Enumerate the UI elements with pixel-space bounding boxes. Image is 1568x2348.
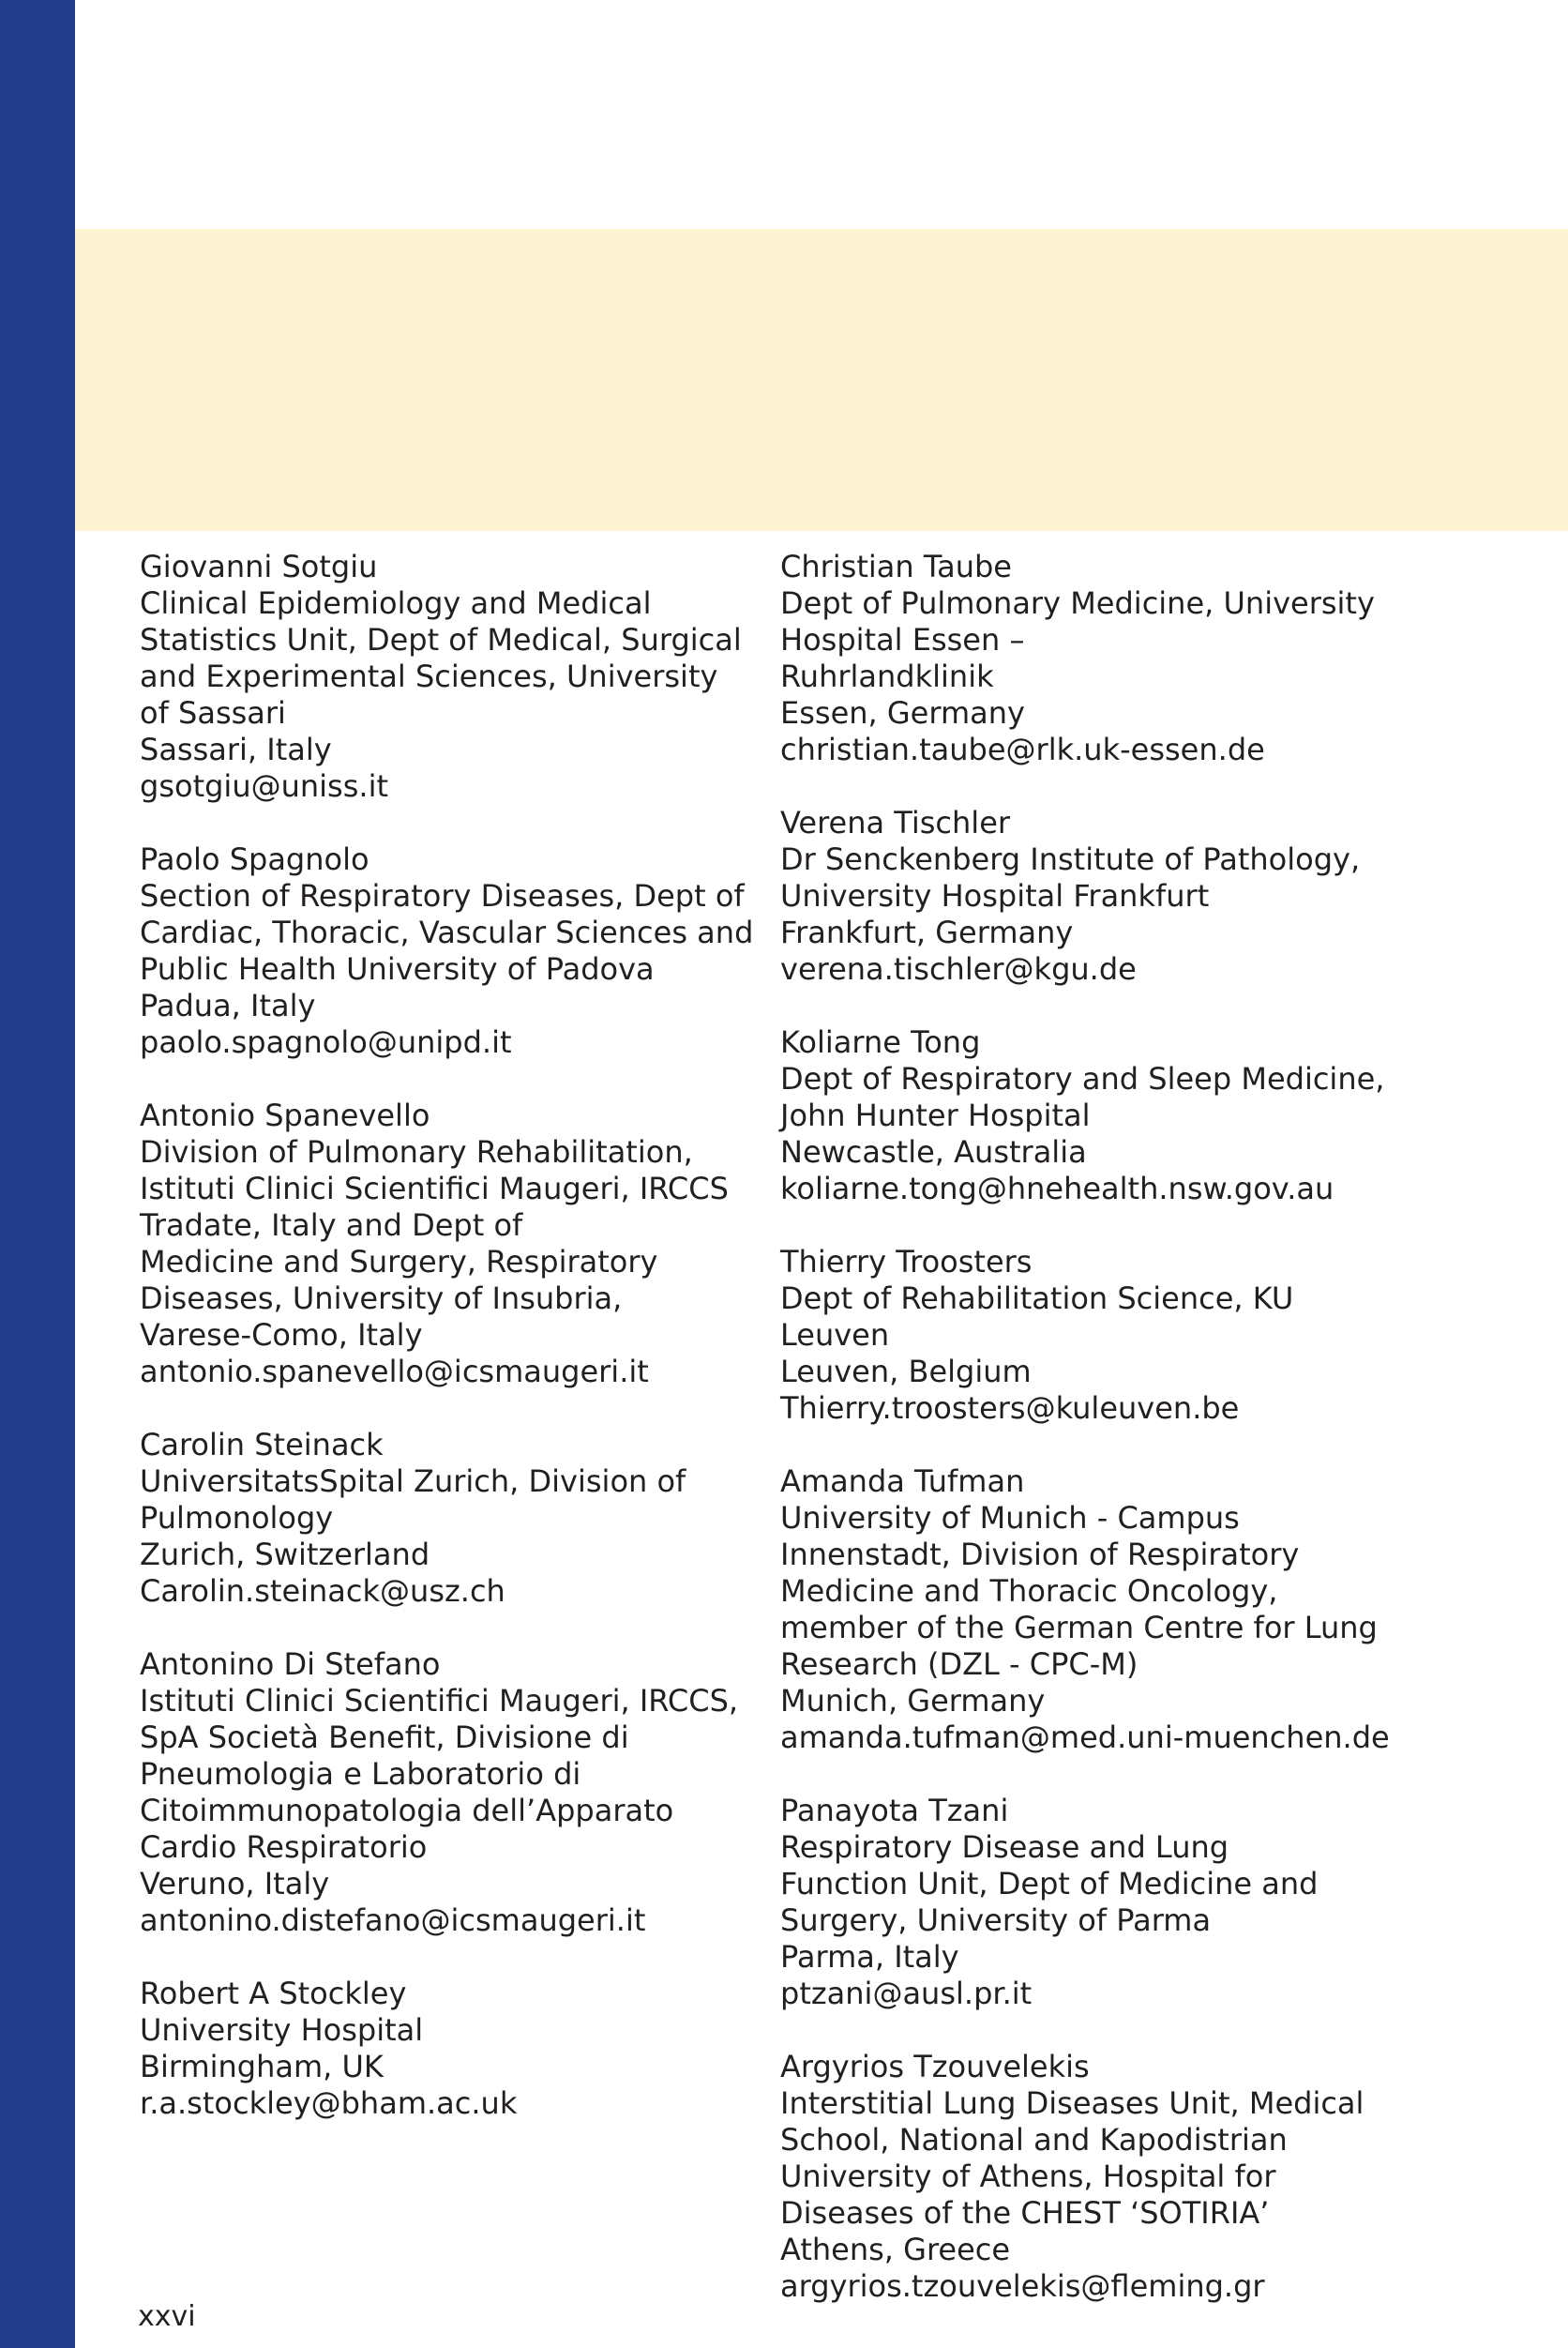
contributor-name: Amanda Tufman [780,1463,1025,1499]
contributor-affiliation-line: Frankfurt, Germany [780,915,1074,950]
contributor-affiliation-line: University of Athens, Hospital for [780,2159,1276,2194]
contributor-entry [140,841,754,1061]
contributor-affiliation-line: Clinical Epidemiology and Medical [140,585,652,621]
contributor-affiliation-line: Medicine and Thoracic Oncology, [780,1573,1278,1609]
contributor-affiliation-line: Section of Respiratory Diseases, Dept of [140,878,745,914]
contributor-email[interactable]: gsotgiu@uniss.it [140,768,388,804]
contributor-email[interactable]: amanda.tufman@med.uni-muenchen.de [780,1719,1390,1755]
contributors-column-right [780,549,1390,2341]
contributor-email[interactable]: antonio.spanevello@icsmaugeri.it [140,1354,649,1389]
contributor-affiliation-line: Istituti Clinici Scientifici Maugeri, IRCCS, [140,1683,739,1719]
contributor-affiliation-line: Istituti Clinici Scientifici Maugeri, IRCCS [140,1171,729,1206]
contributor-email[interactable]: koliarne.tong@hnehealth.nsw.gov.au [780,1171,1334,1206]
contributor-email[interactable]: ptzani@ausl.pr.it [780,1976,1033,2011]
contributor-affiliation-line: Public Health University of Padova [140,951,655,987]
contributor-name: Carolin Steinack [140,1427,384,1462]
contributor-affiliation-line: Hospital Essen – [780,622,1025,658]
contributor-affiliation-line: and Experimental Sciences, University [140,659,718,694]
contributor-affiliation-line: SpA Società Benefit, Divisione di [140,1719,629,1755]
contributor-affiliation-line: Pneumologia e Laboratorio di [140,1756,581,1792]
contributor-email[interactable]: argyrios.tzouvelekis@fleming.gr [780,2268,1265,2304]
contributor-affiliation-line: Innenstadt, Division of Respiratory [780,1537,1300,1572]
contributor-affiliation-line: Interstitial Lung Diseases Unit, Medical [780,2085,1364,2121]
contributor-email[interactable]: antonino.distefano@icsmaugeri.it [140,1902,646,1938]
contributor-email[interactable]: Carolin.steinack@usz.ch [140,1573,505,1609]
contributor-affiliation-line: Surgery, University of Parma [780,1902,1212,1938]
contributor-affiliation-line: Function Unit, Dept of Medicine and [780,1866,1319,1901]
contributor-name: Koliarne Tong [780,1024,981,1060]
page-number: xxvi [138,2300,196,2333]
contributor-affiliation-line: Veruno, Italy [140,1866,330,1901]
contributor-affiliation-line: Diseases, University of Insubria, [140,1280,623,1316]
contributor-affiliation-line: Dr Senckenberg Institute of Pathology, [780,841,1361,877]
contributor-affiliation-line: Diseases of the CHEST ‘SOTIRIA’ [780,2195,1270,2231]
contributor-entry [780,1793,1380,2012]
contributor-affiliation-line: School, National and Kapodistrian [780,2122,1288,2158]
contributor-affiliation-line: Varese-Como, Italy [140,1317,423,1353]
contributor-entry [780,1244,1380,1427]
contributor-affiliation-line: Essen, Germany [780,695,1025,731]
contributor-name: Paolo Spagnolo [140,841,369,877]
contributor-affiliation-line: University of Munich - Campus [780,1500,1240,1536]
contributor-affiliation-line: Leuven [780,1317,890,1353]
contributor-name: Panayota Tzani [780,1793,1009,1828]
contributor-affiliation-line: Respiratory Disease and Lung [780,1829,1229,1865]
contributor-affiliation-line: Birmingham, UK [140,2049,384,2084]
contributor-name: Verena Tischler [780,805,1011,841]
contributor-affiliation-line: Munich, Germany [780,1683,1046,1719]
contributor-entry [140,1976,740,2122]
contributor-affiliation-line: Cardiac, Thoracic, Vascular Sciences and [140,915,754,950]
contributor-affiliation-line: Tradate, Italy and Dept of [140,1207,523,1243]
contributor-affiliation-line: Ruhrlandklinik [780,659,994,694]
contributor-entry [140,1646,740,1939]
contributor-name: Christian Taube [780,549,1012,584]
contributor-entry [780,1463,1390,1756]
contributor-affiliation-line: of Sassari [140,695,286,731]
contributor-entry [780,2049,1380,2305]
contributor-affiliation-line: Medicine and Surgery, Respiratory [140,1244,658,1280]
contributor-affiliation-line: member of the German Centre for Lung [780,1610,1378,1645]
contributor-affiliation-line: Parma, Italy [780,1939,959,1975]
contributor-name: Giovanni Sotgiu [140,549,378,584]
contributor-name: Antonio Spanevello [140,1098,430,1133]
contributor-affiliation-line: Division of Pulmonary Rehabilitation, [140,1134,693,1170]
contributor-affiliation-line: Research (DZL - CPC-M) [780,1646,1138,1682]
contributor-affiliation-line: Dept of Pulmonary Medicine, University [780,585,1375,621]
page-spine-bar [0,0,75,2348]
contributor-affiliation-line: UniversitatsSpital Zurich, Division of [140,1463,686,1499]
contributor-name: Thierry Troosters [780,1244,1033,1280]
contributor-affiliation-line: Padua, Italy [140,988,316,1023]
contributor-entry [140,1098,740,1390]
contributor-affiliation-line: Pulmonology [140,1500,334,1536]
contributor-affiliation-line: Statistics Unit, Dept of Medical, Surgical [140,622,742,658]
contributors-column-left [140,549,754,2159]
contributor-affiliation-line: John Hunter Hospital [780,1098,1091,1133]
contributor-affiliation-line: Newcastle, Australia [780,1134,1087,1170]
contributor-email[interactable]: verena.tischler@kgu.de [780,951,1137,987]
contributor-affiliation-line: Zurich, Switzerland [140,1537,430,1572]
contributor-affiliation-line: Citoimmunopatologia dell’Apparato [140,1793,674,1828]
contributor-entry [780,1024,1385,1207]
contributor-affiliation-line: Dept of Rehabilitation Science, KU [780,1280,1294,1316]
contributor-email[interactable]: Thierry.troosters@kuleuven.be [780,1390,1240,1426]
contributor-affiliation-line: Athens, Greece [780,2232,1011,2267]
header-banner [75,229,1568,531]
contributor-entry [780,549,1380,768]
contributor-affiliation-line: Sassari, Italy [140,732,332,767]
contributor-name: Robert A Stockley [140,1976,407,2011]
contributor-entry [140,1427,740,1610]
contributor-email[interactable]: christian.taube@rlk.uk-essen.de [780,732,1265,767]
contributor-name: Argyrios Tzouvelekis [780,2049,1090,2084]
contributor-affiliation-line: Cardio Respiratorio [140,1829,428,1865]
contributor-affiliation-line: University Hospital Frankfurt [780,878,1210,914]
contributor-affiliation-line: University Hospital [140,2012,424,2048]
contributor-affiliation-line: Leuven, Belgium [780,1354,1032,1389]
contributor-affiliation-line: Dept of Respiratory and Sleep Medicine, [780,1061,1385,1097]
contributor-email[interactable]: paolo.spagnolo@unipd.it [140,1024,512,1060]
contributor-email[interactable]: r.a.stockley@bham.ac.uk [140,2085,518,2121]
contributor-entry [780,805,1380,988]
contributor-name: Antonino Di Stefano [140,1646,441,1682]
contributor-entry [140,549,740,805]
